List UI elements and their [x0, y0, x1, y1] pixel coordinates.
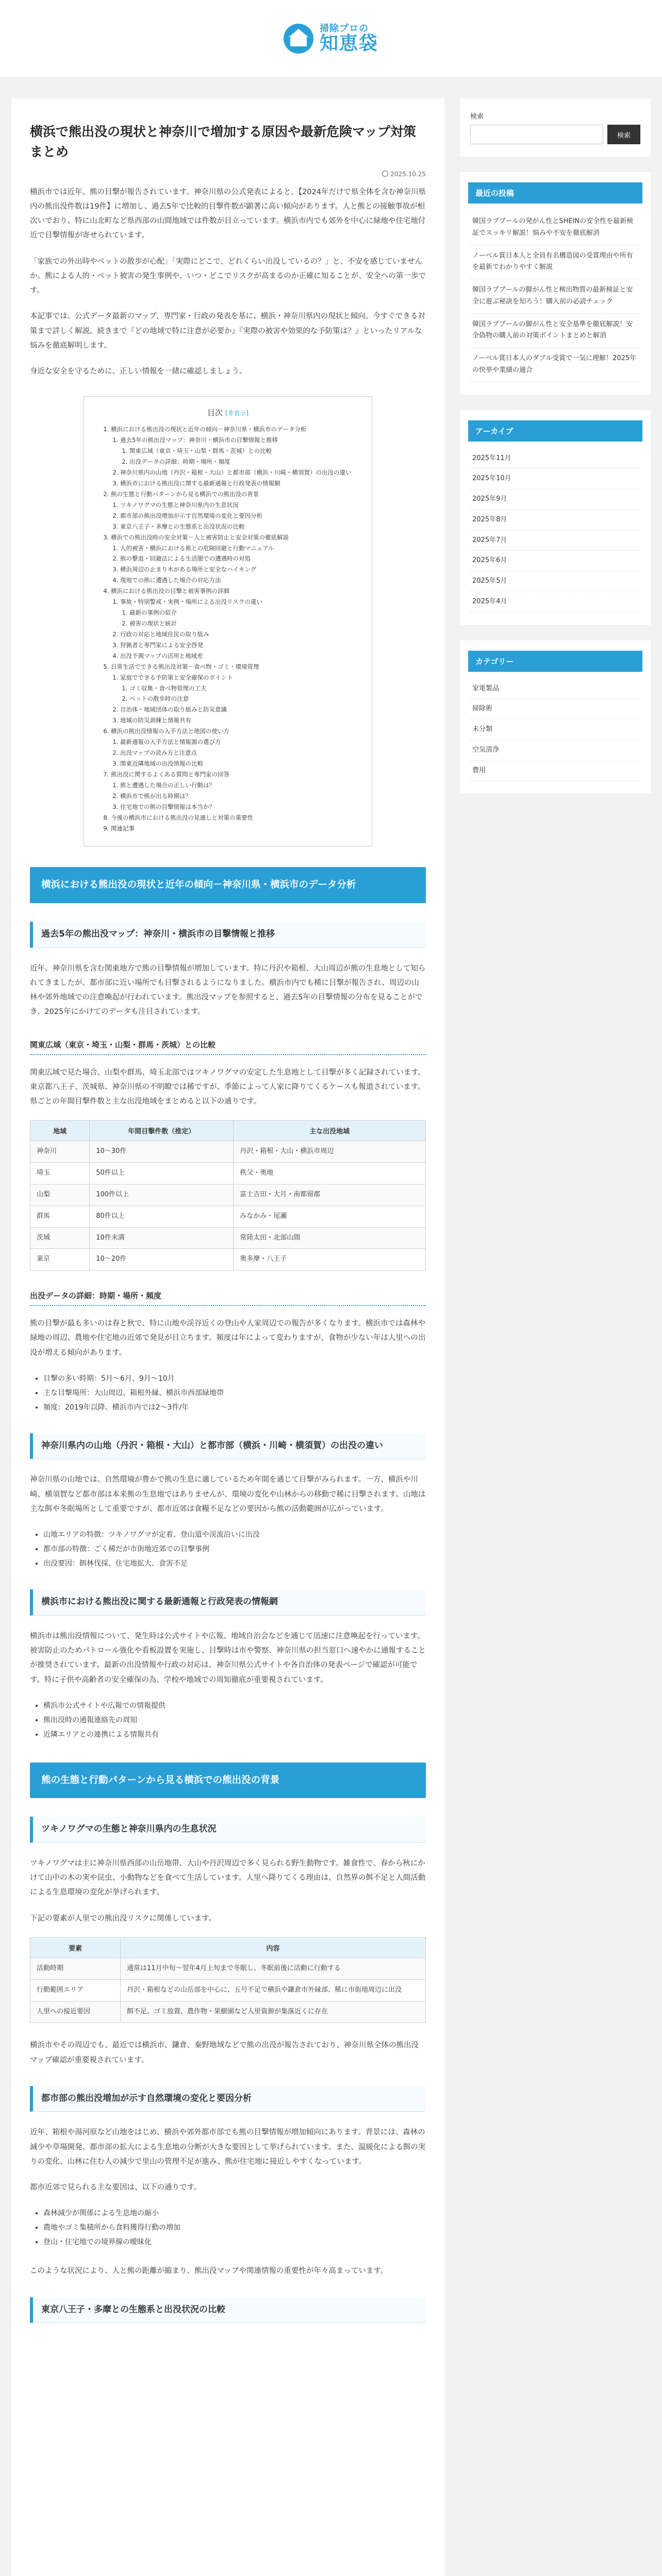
archive-link[interactable]: 2025年7月 — [470, 531, 640, 551]
subsection-heading: 神奈川県内の山地（丹沢・箱根・大山）と都市部（横浜・川崎・横須賀）の出没の違い — [30, 1433, 426, 1460]
archive-link[interactable]: 2025年4月 — [470, 592, 640, 613]
archive-link[interactable]: 2025年6月 — [470, 551, 640, 571]
toc-item[interactable] — [120, 467, 356, 478]
recent-post-link[interactable]: ノーベル賞日本人と全員有名構造図の受賞理由や所有を最新でわかりやすく解説 — [470, 245, 640, 280]
toc-item[interactable] — [120, 543, 356, 554]
paragraph: 熊の目撃が最も多いのは春と秋で、特に山地や渓谷近くの登山や人家周辺での報告が多くなります。横浜市では森林や緑地の周辺、農地や住宅地の近郊で発見が目立ちます。頻度は年によって変わりますが、食物が少ない年は人里への出没が増える傾向があります。 — [30, 1319, 426, 1357]
toc-item-label[interactable]: 東京八王子・多摩との生態系と出没状況の比較 — [120, 522, 245, 530]
bullet-list — [30, 2206, 426, 2249]
paragraph: 横浜市は熊出没情報について、発生時は公式サイトや広報、地域自治会などを通じて迅速に注意喚起を行っています。被害防止のためパトロール強化や看板設置を実施し、目撃時は市や警察、神奈川県の担当窓口へ速やかに通報することが推奨されています。最新の出没情報や行政の対応は、神奈川県公式サイトや各自治体の発表ページで確認が可能です。特に子供や高齢者の安全確保の為、学校や地域での周知徹底が重要視されています。 — [30, 1632, 426, 1684]
section-heading: 熊の生態と行動パターンから見る横浜での熊出没の背景 — [30, 1762, 426, 1799]
recent-post-link[interactable]: 韓国ラブブールの脚がん性と検出物質の最新検証と安全に遊ぶ秘訣を知ろう！購入前の必読チェック — [470, 279, 640, 314]
toc-item[interactable] — [111, 812, 356, 823]
table-cell: 常陸太田・北部山間 — [234, 1227, 426, 1249]
toc-item[interactable] — [120, 553, 356, 564]
toc-item-label[interactable]: 横浜における熊出没の現状と近年の傾向－神奈川県・横浜市のデータ分析 — [111, 426, 307, 433]
toc-item[interactable] — [111, 769, 356, 812]
bullet-list — [30, 1528, 426, 1571]
paragraph: 横浜市やその周辺でも、最近では横浜市、鎌倉、秦野地域などで熊の出没が報告されており、神奈川県全体の熊出没マップ確認が重要視されています。 — [30, 2041, 419, 2064]
toc-item-label[interactable]: 横浜周辺の止まり木がある場所と安全なハイキング — [120, 566, 257, 573]
toc-item-label[interactable]: 事故・特別警戒・実例・場所による出没リスクの違い — [120, 598, 262, 606]
table-cell: 餌不足、ゴミ放置、農作物・果樹園など人里資源が集落近くに存在 — [121, 2001, 426, 2023]
table-row — [30, 1227, 426, 1249]
toc-item-label[interactable]: 行政の対応と地域住民の取り組み — [120, 630, 209, 638]
minor-heading: 出没データの詳細：時期・場所・頻度 — [30, 1287, 426, 1306]
site-logo[interactable] — [284, 24, 378, 54]
house-icon — [284, 24, 313, 54]
toc-item[interactable] — [120, 802, 356, 812]
toc-item[interactable] — [120, 651, 356, 662]
table-cell: 通常は11月中旬～翌年4月上旬まで冬眠し、冬眠前後に活動に行動する — [121, 1958, 426, 1980]
table-cell: 行動範囲エリア — [30, 1979, 121, 2001]
table-cell: 10～20件 — [90, 1249, 234, 1270]
list-item: • 出没要因：餌林伐採、住宅地拡大、食害不足 — [43, 1556, 426, 1571]
toc-item[interactable] — [111, 662, 356, 726]
category-link[interactable]: 家電製品 — [470, 679, 640, 700]
table-cell: 丹沢・箱根・大山・横浜市周辺 — [234, 1141, 426, 1163]
table-row — [30, 1163, 426, 1184]
list-item: • 横浜市公式サイトや広報での情報提供 — [43, 1699, 426, 1713]
toc-item-label[interactable]: 横浜の熊出没情報の入手方法と地図の使い方 — [111, 727, 229, 735]
recent-post-link[interactable]: 韓国ラブブールの脚がん性と安全基準を徹底解説！安全偽物の購入前の対策ポイントまとめと解消 — [470, 314, 640, 348]
recent-posts-list — [470, 211, 640, 382]
table-cell: 山梨 — [30, 1184, 90, 1206]
list-item: • 主な目撃場所：大山周辺、箱根外縁、横浜市西部緑地帯 — [43, 1386, 426, 1400]
archive-link[interactable]: 2025年5月 — [470, 571, 640, 592]
archive-widget — [460, 410, 651, 625]
table-row — [30, 1958, 426, 1980]
subsection-heading: 過去5年の熊出没マップ：神奈川・横浜市の目撃情報と推移 — [30, 922, 426, 948]
factor-table — [30, 1937, 426, 2023]
recent-post-link[interactable]: ノーベル賞日本人のダブル受賞で一気に理解！2025年の快挙や業績の適合 — [470, 348, 640, 382]
toc-item-label[interactable]: 熊出没に関するよくある質問と専門家の回答 — [111, 770, 229, 778]
toc-item-label[interactable]: 横浜市で熊が出る時期は？ — [120, 792, 191, 800]
archive-link[interactable]: 2025年11月 — [470, 449, 640, 469]
toc-item[interactable] — [120, 521, 356, 532]
category-link[interactable]: 未分類 — [470, 720, 640, 740]
toc-item-label[interactable]: 住宅地での熊の目撃情報は本当か？ — [120, 803, 215, 810]
table-row — [30, 2001, 426, 2023]
toc-item-label[interactable]: 日常生活でできる熊出没対策－食べ物・ゴミ・環境管理 — [111, 663, 259, 670]
toc-item[interactable] — [111, 726, 356, 769]
toc-item-label[interactable]: 横浜での熊出没時の安全対策－人と被害防止と安全対策の徹底解説 — [111, 533, 289, 541]
clock-icon — [382, 171, 388, 177]
intro-paragraph-2: 「家族での外出時やペットの散歩が心配」「実際にどこで、どれくらい出没しているの？」と、不安を感じていませんか。熊による人的・ペット被害の発生事例や、いつ・どこでリスクが高まるのか正確に知ることが、安全への第一歩です。 — [30, 257, 426, 295]
toc-item-label[interactable]: 地域の防災訓練と情報共有 — [120, 717, 191, 724]
toc-item[interactable] — [120, 575, 356, 586]
toc-item[interactable] — [120, 758, 356, 769]
toc-item-label[interactable]: 人的被害・横浜における熊との危険回避と行動マニュアル — [120, 544, 274, 552]
toc-item[interactable] — [111, 489, 356, 532]
logo-small-text: 掃除プロの — [319, 23, 369, 34]
bullet-list — [30, 1371, 426, 1415]
region-table — [30, 1120, 426, 1270]
search-widget — [460, 98, 651, 157]
table-cell: 富士吉田・大月・南都留郡 — [234, 1184, 426, 1206]
list-item: • 都市部の特徴：ごく稀だが市街地近郊での目撃事例 — [43, 1542, 426, 1556]
intro-paragraph-3: 本記事では、公式データ最新のマップ、専門家・行政の発表を基に、横浜・神奈川県内の現状と傾向、今すぐできる対策まで詳しく解説。続きまで『どの地域で特に注意が必要か』『実際の被害や効果的な予防策は？』といったリアルな悩みを徹底解明します。 — [30, 312, 425, 350]
list-item: • 目撃の多い時期：5月～6月、9月～10月 — [43, 1371, 426, 1386]
minor-heading: 関東広域（東京・埼玉・山梨・群馬・茨城）との比較 — [30, 1036, 426, 1055]
toc-item-label[interactable]: 自治体・地域団体の取り組みと防災意識 — [120, 706, 227, 714]
paragraph: 近年、神奈川県を含む関東地方で熊の目撃情報が増加しています。特に丹沢や箱根、大山周辺が熊の生息地として知られてきましたが、都市部に近い場所でも目撃されるようになりました。横浜市内でも稀に目撃が報告され、周辺の山林や郊外地域での注意喚起が行われています。熊出没マップを参照すると、過去5年の目撃情報の分布を見ることができ、2025年にかけてのデータも注目されています。 — [30, 964, 426, 1016]
subsection-heading: ツキノワグマの生態と神奈川県内の生息状況 — [30, 1817, 426, 1843]
toc-item[interactable] — [120, 478, 356, 489]
table-cell: 10件未満 — [90, 1227, 234, 1249]
intro-paragraph-1: 横浜市では近年、熊の目撃が報告されています。神奈川県の公式発表によると、【2024年だけで県全体を含む神奈川県内の熊出没件数は19件】に増加し、過去5年で比較的目撃件数が顕著に高い傾向があります。人と熊との接触事故が相次いでおり、特に山北町など県西部の山間地域では件数が目立っています。横浜市内でも郊外を中心に緑地や住宅地付近で目撃情報が寄せられています。 — [30, 188, 426, 240]
toc-item-label[interactable]: 今後の横浜市における熊出没の見通しと対策の重要性 — [111, 814, 253, 821]
toc-item-label[interactable]: 関東近隣地域の出没情報の比較 — [120, 760, 203, 767]
search-label: 検索 — [470, 113, 484, 121]
category-widget — [460, 640, 651, 794]
paragraph: 都市近郊で見られる主な要因は、以下の通りです。 — [30, 2183, 202, 2192]
toc-item[interactable] — [120, 791, 356, 802]
widget-title: カテゴリー — [468, 651, 642, 672]
table-of-contents — [84, 396, 372, 846]
toc-item[interactable] — [120, 780, 356, 791]
toc-title: 目次 — [207, 408, 223, 418]
category-link[interactable]: 費用 — [470, 761, 640, 782]
table-cell: 神奈川 — [30, 1141, 90, 1163]
toc-item-label[interactable]: 最新通報の入手方法と情報源の選び方 — [120, 738, 221, 746]
table-cell: 100件以上 — [90, 1184, 234, 1206]
archive-link[interactable]: 2025年8月 — [470, 510, 640, 531]
toc-item[interactable] — [120, 748, 356, 758]
toc-item-label[interactable]: 家庭でできる予防策と安全確保のポイント — [120, 673, 233, 681]
toc-item[interactable] — [120, 500, 356, 511]
table-cell: 10～30件 — [90, 1141, 234, 1163]
toc-item[interactable] — [120, 737, 356, 748]
list-item: • 近隣エリアとの連携による情報共有 — [43, 1727, 426, 1742]
table-cell: 奥多摩・八王子 — [234, 1249, 426, 1270]
list-item: • 登山・住宅地での境界線の曖昧化 — [43, 2235, 426, 2249]
list-item: • 熊出没時の通報連絡先の周知 — [43, 1713, 426, 1727]
toc-item-label[interactable]: 横浜における熊出没の目撃と被害事例の詳細 — [111, 587, 229, 595]
toc-item[interactable] — [120, 704, 356, 715]
table-header: 年間目撃件数（推定） — [90, 1121, 234, 1141]
subsection-heading: 横浜市における熊出没に関する最新通報と行政発表の情報網 — [30, 1589, 426, 1616]
list-item: • 山地エリアの特徴：ツキノワグマが定着、登山道や渓流沿いに出没 — [43, 1528, 426, 1542]
logo-big-text: 知恵袋 — [319, 32, 378, 54]
widget-title: アーカイブ — [468, 420, 642, 442]
paragraph: 下記の要素が人里での熊出没リスクに関係しています。 — [30, 1914, 217, 1923]
toc-item-label[interactable]: 神奈川県内の山地（丹沢・箱根・大山）と都市部（横浜・川崎・横須賀）の出没の違い — [120, 469, 352, 477]
section-heading: 横浜における熊出没の現状と近年の傾向－神奈川県・横浜市のデータ分析 — [30, 867, 426, 903]
site-header — [0, 0, 662, 78]
toc-item[interactable]: 1. 最新の事例の紹介 — [129, 607, 356, 618]
table-cell: 東京 — [30, 1249, 90, 1270]
table-cell: 80件以上 — [90, 1206, 234, 1227]
list-item: • 農地やゴミ集積所から食料獲得行動の増加 — [43, 2221, 426, 2235]
paragraph: このような状況により、人と熊の距離が縮まり、熊出没マップや関連情報の重要性が年々高まっています。 — [30, 2267, 388, 2276]
table-header: 主な出没地域 — [234, 1121, 426, 1141]
table-row — [30, 1249, 426, 1270]
table-cell: 50件以上 — [90, 1163, 234, 1184]
toc-item-label[interactable]: 現地での熊に遭遇した場合の対応方法 — [120, 577, 221, 584]
toc-item[interactable]: 2. ペットの散歩時の注意 — [129, 693, 356, 704]
toc-item[interactable] — [111, 532, 356, 586]
toc-item[interactable] — [111, 424, 356, 489]
toc-item-label[interactable]: ツキノワグマの生態と神奈川県内の生息状況 — [120, 501, 239, 509]
toc-item[interactable] — [120, 715, 356, 726]
toc-item[interactable]: 1. ゴミ収集・食べ物管理の工夫 — [129, 683, 356, 694]
subsection-heading: 都市部の熊出没増加が示す自然環境の変化と要因分析 — [30, 2086, 426, 2112]
archive-link[interactable]: 2025年9月 — [470, 489, 640, 510]
main-article — [11, 98, 444, 2576]
toc-item[interactable]: 2. 出没データの詳細：時期・場所・頻度 — [129, 456, 356, 467]
recent-posts-widget — [460, 172, 651, 395]
table-row — [30, 1206, 426, 1227]
archive-list — [470, 449, 640, 613]
toc-item[interactable] — [120, 511, 356, 521]
table-row — [30, 1141, 426, 1163]
list-item: • 頻度：2019年以降、横浜市内では2～3件/年 — [43, 1400, 426, 1415]
page-title: 横浜で熊出没の現状と神奈川で増加する原因や最新危険マップ対策まとめ — [30, 124, 417, 159]
toc-item-label[interactable]: 出没予測マップの活用と地域差 — [120, 652, 203, 659]
toc-item[interactable] — [120, 629, 356, 640]
toc-item[interactable] — [111, 823, 356, 834]
table-cell: みなかみ・尾瀬 — [234, 1206, 426, 1227]
table-cell: 埼玉 — [30, 1163, 90, 1184]
toc-item[interactable] — [120, 672, 356, 705]
table-header: 内容 — [121, 1938, 426, 1958]
table-cell: 秩父・奥地 — [234, 1163, 426, 1184]
paragraph: ツキノワグマは主に神奈川県西部の山岳地帯、大山や丹沢周辺で多く見られる野生動物です。雑食性で、春から秋にかけて山中の木の実や昆虫、小動物などを食べて生活しています。人里へ降りてくる理由は、自然界の餌不足と人間活動による生息環境の変化が挙げられます。 — [30, 1859, 426, 1897]
sidebar — [460, 98, 651, 2576]
table-cell: 群馬 — [30, 1206, 90, 1227]
toc-item-label[interactable]: 熊と遭遇した場合の正しい行動は？ — [120, 781, 215, 789]
toc-item[interactable] — [120, 564, 356, 575]
search-input[interactable] — [470, 125, 603, 144]
toc-item[interactable] — [111, 586, 356, 661]
toc-item-label[interactable]: 過去5年の熊出没マップ：神奈川・横浜市の目撃情報と推移 — [120, 436, 278, 444]
table-cell: 人里への接近要因 — [30, 2001, 121, 2023]
toc-item[interactable]: 2. 被害の現状と統計 — [129, 618, 356, 629]
table-cell: 茨城 — [30, 1227, 90, 1249]
archive-link[interactable]: 2025年10月 — [470, 469, 640, 489]
subsection-heading: 東京八王子・多摩との生態系と出没状況の比較 — [30, 2297, 426, 2324]
toc-item-label[interactable]: 出没マップの読み方と注意点 — [120, 749, 197, 757]
paragraph: 神奈川県の山地では、自然環境が豊かで熊の生息に適しているため年間を通じて目撃がみられます。一方、横浜や川崎、横須賀など都市部は本来熊の生息地ではありませんが、環境の変化や山林からの移動で稀に目撃されます。山地は主な餌や冬眠場所として重要ですが、都市近郊は食糧不足などの要因から熊の活動範囲が広がっています。 — [30, 1476, 426, 1514]
toc-item-label[interactable]: 熊の生態と行動パターンから見る横浜での熊出没の背景 — [111, 490, 259, 498]
table-header: 地域 — [30, 1121, 90, 1141]
toc-toggle[interactable]: [非表示] — [225, 410, 249, 417]
search-button[interactable]: 検索 — [607, 125, 640, 144]
paragraph: 近年、箱根や湯河原など山地をはじめ、横浜や郊外都市部でも熊の目撃情報が増加傾向にあります。背景には、森林の減少や草場開発、都市部の拡大による生息地の分断が大きな要因として挙げられています。また、温暖化による餌の実りの変化、山林に住む人の減少で里山の管理不足が進み、熊が住宅地に接近しやすくなっています。 — [30, 2128, 426, 2166]
table-row — [30, 1184, 426, 1206]
category-link[interactable]: 掃除術 — [470, 699, 640, 720]
list-item: • 森林減少が関係による生息地の縮小 — [43, 2206, 426, 2221]
recent-post-link[interactable]: 韓国ラブブールの発がん性とSHEINの安全性を最新検証でスッキリ解説！悩みや不安を徹底解消 — [470, 211, 640, 245]
table-cell: 活動時期 — [30, 1958, 121, 1980]
table-cell: 丹沢・箱根などの山岳部を中心に、五号不足で横浜や鎌倉市外縁部、稀に市街地周辺に出没 — [121, 1979, 426, 2001]
toc-item-label[interactable]: 熊の撃退・回避法による生活圏での遭遇時の対処 — [120, 555, 251, 563]
widget-title: 最近の投稿 — [468, 182, 642, 204]
toc-item-label[interactable]: 狩猟者と専門家による安全啓発 — [120, 641, 203, 649]
category-link[interactable]: 空気清浄 — [470, 740, 640, 761]
intro-paragraph-4: 身近な安全を守るために、正しい情報を一緒に確認しましょう。 — [30, 367, 247, 376]
toc-item-label[interactable]: 横浜市における熊出没に関する最新通報と行政発表の情報網 — [120, 480, 280, 487]
toc-item[interactable] — [120, 435, 356, 467]
toc-item[interactable] — [120, 597, 356, 629]
toc-list — [100, 424, 356, 834]
paragraph: 関東広域で見た場合、山梨や群馬、埼玉北部ではツキノワグマの安定した生息地として目撃が多く記録されています。東京都八王子、茨城県、神奈川県の不明瞭では稀ですが、季節によって人家に降りてくるケースも報道されています。県ごとの年間目撃件数と主な出没地域をまとめると以下の通りです。 — [30, 1068, 426, 1106]
toc-item-label[interactable]: 関連記事 — [111, 824, 135, 832]
post-date-text: 2025.10.25 — [390, 170, 426, 178]
table-row — [30, 1979, 426, 2001]
bullet-list — [30, 1699, 426, 1742]
table-header: 要素 — [30, 1938, 121, 1958]
post-date — [30, 171, 426, 178]
toc-item-label[interactable]: 都市部の熊出没増加が示す自然環境の変化と要因分析 — [120, 512, 262, 519]
category-list — [470, 679, 640, 782]
toc-item[interactable] — [120, 640, 356, 651]
toc-item[interactable]: 1. 関東広域（東京・埼玉・山梨・群馬・茨城）との比較 — [129, 446, 356, 456]
